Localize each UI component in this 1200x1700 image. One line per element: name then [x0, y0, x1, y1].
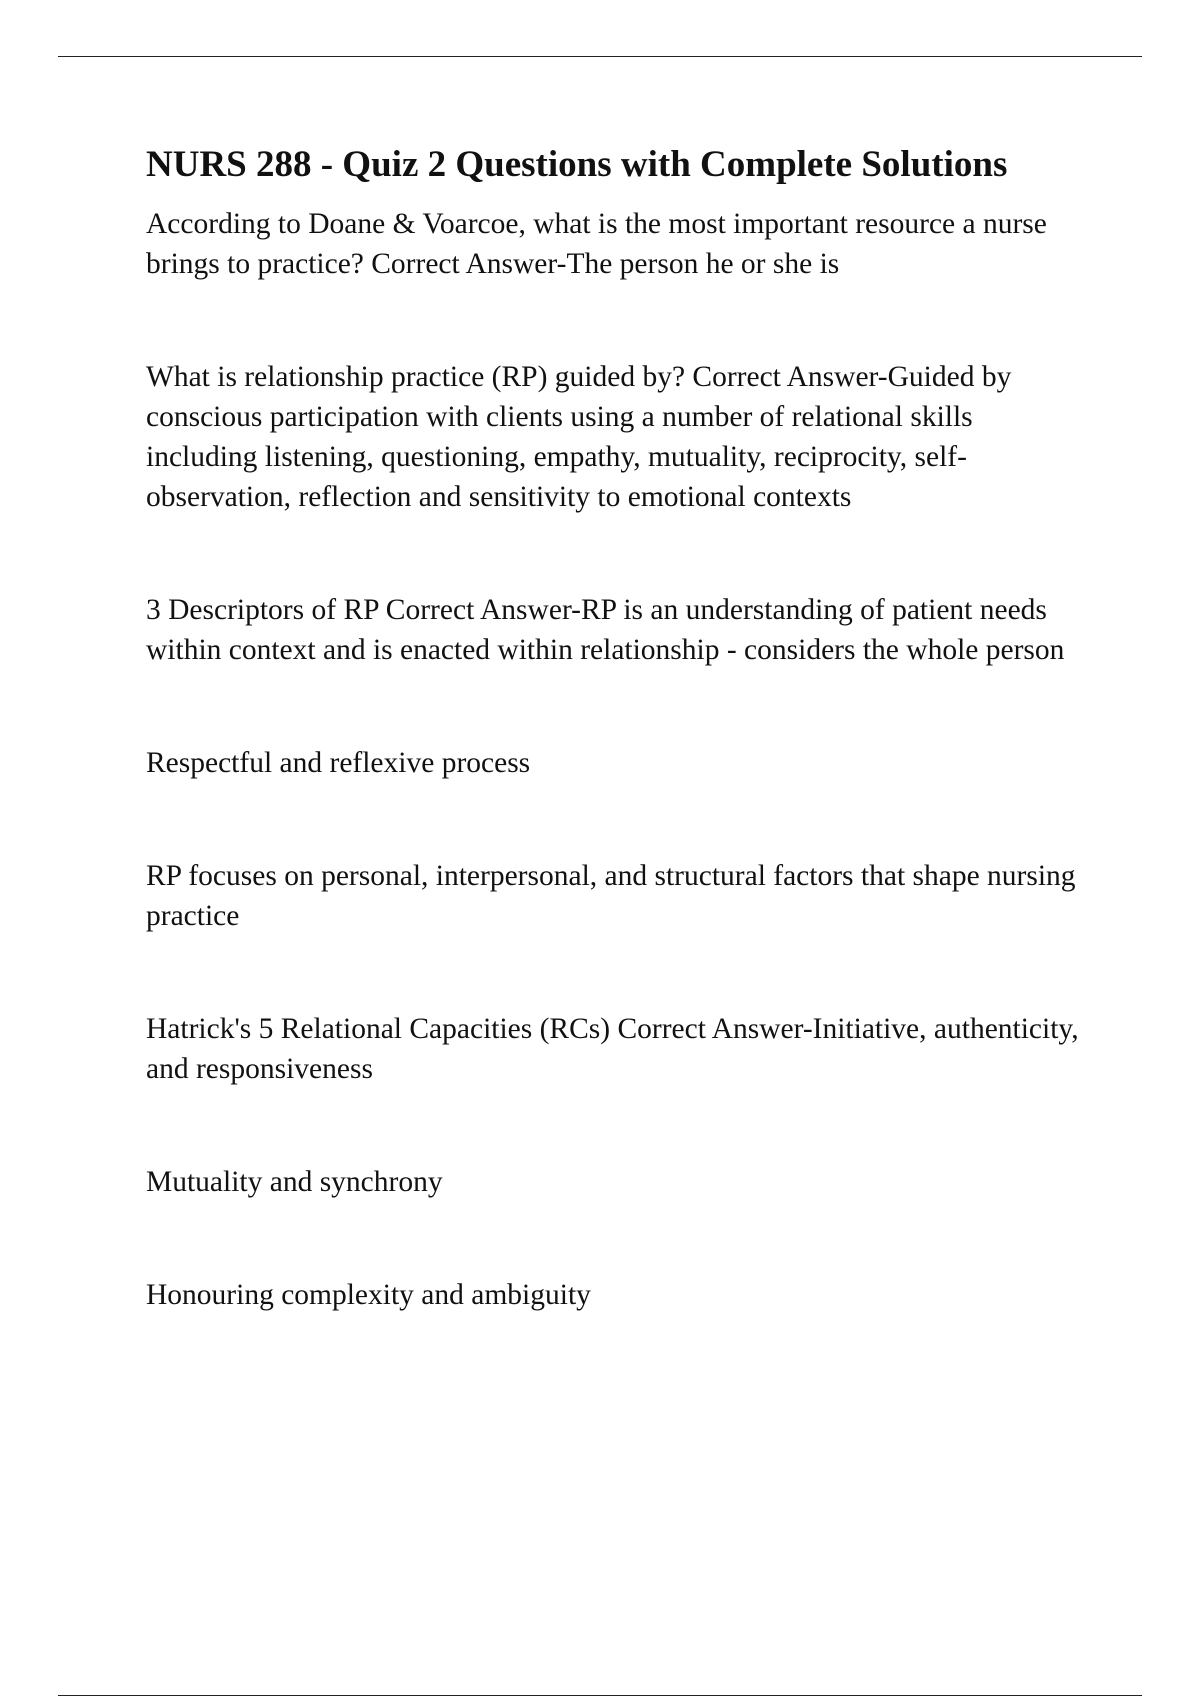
qa-paragraph-6: Hatrick's 5 Relational Capacities (RCs) Correct Answer-Initiative, authenticity, and responsiveness: [146, 1013, 1079, 1085]
footer-rule: [58, 1695, 1142, 1696]
qa-paragraph-3: 3 Descriptors of RP Correct Answer-RP is an understanding of patient needs within context and is enacted within relationship - considers the whole person: [146, 594, 1065, 666]
header-rule: [58, 56, 1142, 57]
document-body: [146, 140, 1086, 1315]
document-title: NURS 288 - Quiz 2 Questions with Complete Solutions: [146, 144, 1008, 185]
qa-paragraph-8: Honouring complexity and ambiguity: [146, 1279, 591, 1311]
qa-paragraph-2: What is relationship practice (RP) guided by? Correct Answer-Guided by conscious participation with clients using a number of relational skills including listening, questioning, empathy, mutuality, reciprocity, self-observation, reflection and sensitivity to emotional contexts: [146, 361, 1012, 513]
qa-paragraph-4: Respectful and reflexive process: [146, 747, 531, 779]
qa-paragraph-7: Mutuality and synchrony: [146, 1166, 443, 1198]
qa-paragraph-1: According to Doane & Voarcoe, what is the most important resource a nurse brings to practice? Correct Answer-The person he or she is: [146, 208, 1047, 280]
qa-paragraph-5: RP focuses on personal, interpersonal, and structural factors that shape nursing practice: [146, 860, 1076, 932]
